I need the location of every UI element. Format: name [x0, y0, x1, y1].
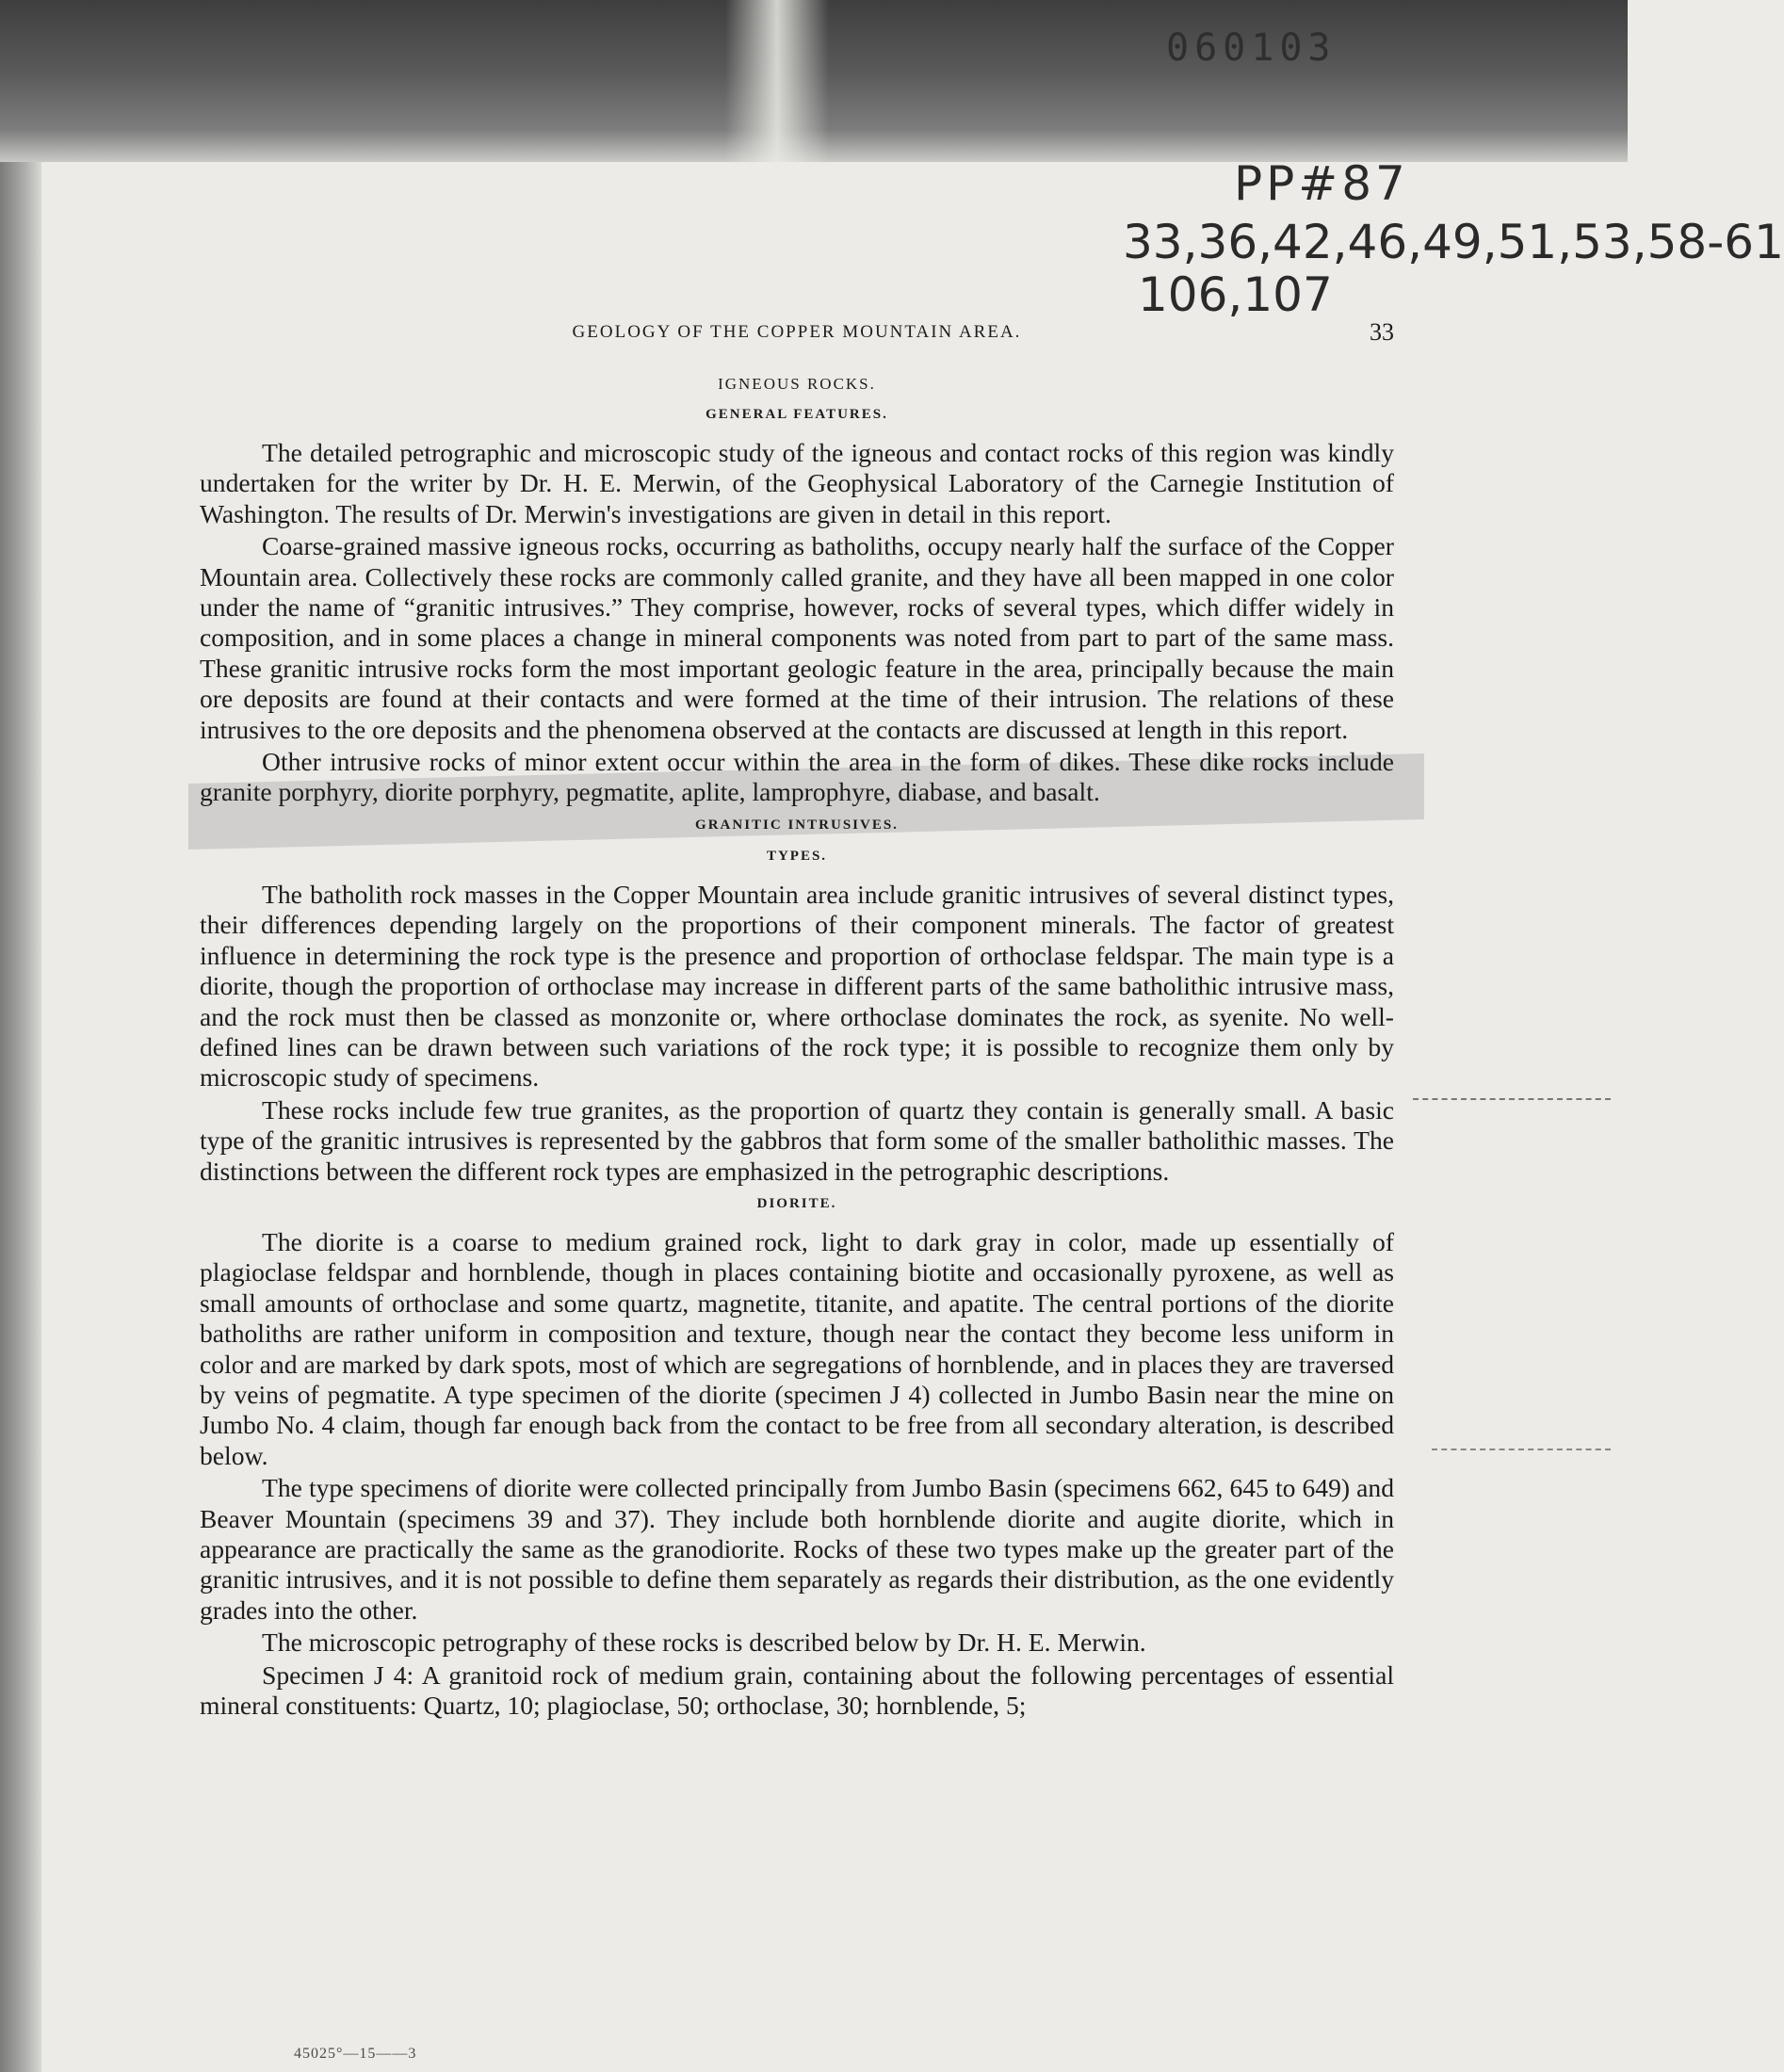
- document-page: [200, 318, 1394, 1723]
- margin-dash-line: [1413, 1098, 1611, 1100]
- paragraph: These rocks include few true granites, as the proportion of quartz they contain is generally small. A basic type of the granitic intrusives is represented by the gabbros that form some of the smaller batholithic masses. The distinctions between the different rock types are emphasized in the petrographic descriptions.: [200, 1094, 1394, 1186]
- running-title: GEOLOGY OF THE COPPER MOUNTAIN AREA.: [572, 322, 1022, 342]
- scan-dark-band: [0, 0, 1628, 162]
- print-code-footer: 45025°—15——3: [294, 2046, 417, 2062]
- paragraph: Specimen J 4: A granitoid rock of medium grain, containing about the following percentages of essential mineral constituents: Quartz, 10; plagioclase, 50; orthoclase, 30; hornblende, 5;: [200, 1659, 1394, 1721]
- section-heading-igneous: IGNEOUS ROCKS.: [718, 375, 876, 393]
- margin-dash-line: [1432, 1449, 1611, 1450]
- paragraph: Coarse-grained massive igneous rocks, occurring as batholiths, occupy nearly half the surface of the Copper Mountain area. Collectively these rocks are commonly called granite, and they have all been mapped in one color under the name of “granitic intrusives.” They comprise, however, rocks of several types, which differ widely in composition, and in some places a change in mineral components was noted from part to part of the same mass. These granitic intrusive rocks form the most important geologic feature in the area, principally because the main ore deposits are found at their contacts and were formed at the time of their intrusion. The relations of these intrusives to the ore deposits and the phenomena observed at the contacts are discussed at length in this report.: [200, 531, 1394, 744]
- paragraph: The diorite is a coarse to medium grained rock, light to dark gray in color, made up essentially of plagioclase feldspar and hornblende, though in places containing biotite and occasionally pyroxene, as well as small amounts of orthoclase and some quartz, magnetite, titanite, and apatite. The central portions of the diorite batholiths are rather uniform in composition and texture, though near the contact they become less uniform in color and are marked by dark spots, most of which are segregations of hornblende, and in places they are traversed by veins of pegmatite. A type specimen of the diorite (specimen J 4) collected in Jumbo Basin near the mine on Jumbo No. 4 claim, though far enough back from the contact to be free from all secondary alteration, is described below.: [200, 1226, 1394, 1470]
- subheading-granitic-intrusives: GRANITIC INTRUSIVES.: [695, 817, 899, 833]
- subheading-diorite: DIORITE.: [756, 1195, 837, 1211]
- paragraph: The detailed petrographic and microscopic study of the igneous and contact rocks of this region was kindly undertaken for the writer by Dr. H. E. Merwin, of the Geophysical Laboratory of the Carnegie Institution of Washington. The results of Dr. Merwin's investigations are given in detail in this report.: [200, 438, 1394, 528]
- handwritten-page-list-cont: 106,107: [1138, 267, 1333, 322]
- paragraph: The microscopic petrography of these rocks is described below by Dr. H. E. Merwin.: [262, 1627, 1146, 1658]
- paragraph: Other intrusive rocks of minor extent occur within the area in the form of dikes. These dike rocks include granite porphyry, diorite porphyry, pegmatite, aplite, lamprophyre, diabase, and basalt.: [200, 747, 1394, 807]
- paragraph: The batholith rock masses in the Copper Mountain area include granitic intrusives of several distinct types, their differences depending largely on the proportions of their component minerals. The factor of greatest influence in determining the rock type is the presence and proportion of orthoclase feldspar. The main type is a diorite, though the proportion of orthoclase may increase in different parts of the same batholithic intrusive mass, and the rock must then be classed as monzonite or, where orthoclase dominates the rock, as syenite. No well-defined lines can be drawn between such variations of the rock type; it is possible to recognize them only by microscopic study of specimens.: [200, 879, 1394, 1093]
- handwritten-page-list: 33,36,42,46,49,51,53,58-61: [1123, 215, 1784, 269]
- subheading-types: TYPES.: [766, 848, 828, 864]
- paragraph: The type specimens of diorite were collected principally from Jumbo Basin (specimens 662, 645 to 649) and Beaver Mountain (specimens 39 and 37). They include both hornblende diorite and augite diorite, which in appearance are practically the same as the granodiorite. Rocks of these two types make up the greater part of the granitic intrusives, and it is not possible to define them separately as regards their distribution, as the one evidently grades into the other.: [200, 1473, 1394, 1625]
- page-number: 33: [1370, 318, 1394, 346]
- page-header: [200, 318, 1394, 356]
- handwritten-reference: PP#87: [1234, 156, 1409, 211]
- scan-serial-number: 060103: [1166, 26, 1337, 70]
- subheading-general-features: GENERAL FEATURES.: [705, 407, 888, 422]
- scan-left-edge: [0, 162, 41, 2072]
